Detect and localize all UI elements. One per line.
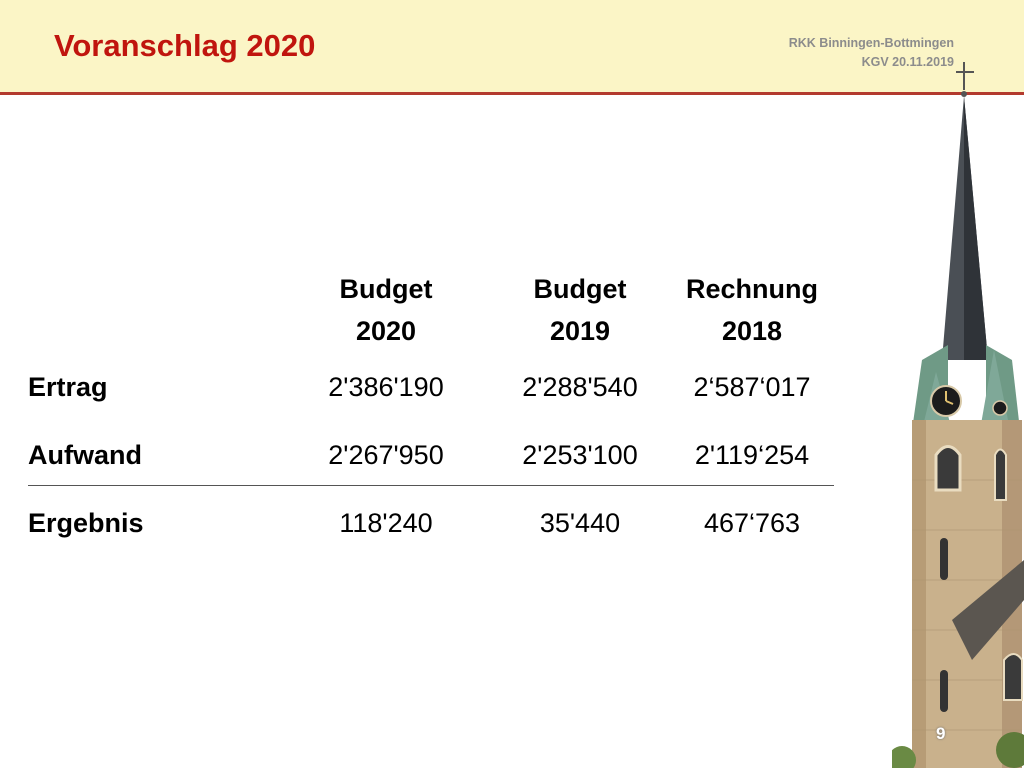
slide-number: 9 [936,724,946,743]
table-cell: 2‘587‘017 [693,372,811,402]
row-label: Aufwand [28,440,142,470]
column-header-budget-2020 [286,268,486,352]
table-row-ertrag [28,360,836,428]
column-header-line: Rechnung [686,274,818,304]
column-header-year: 2019 [549,316,611,346]
organization-name: RKK Binningen-Bottmingen [788,36,954,50]
column-header-year: 2020 [355,316,417,346]
slide-header [0,0,1024,95]
meeting-date: KGV 20.11.2019 [861,55,954,69]
table-divider [28,485,834,486]
row-label: Ertrag [28,372,108,402]
table-cell: 2'253'100 [522,440,638,470]
table-cell: 2'267'950 [328,440,444,470]
column-header-line: Budget [533,274,627,304]
table-cell: 2'119‘254 [694,440,810,470]
table-row-ergebnis [28,496,836,564]
table-cell: 467‘763 [703,508,801,538]
column-header-rechnung-2018 [652,268,852,352]
slide-title: Voranschlag 2020 [54,28,316,63]
budget-table [28,268,836,564]
table-cell: 2'386'190 [328,372,444,402]
church-tower-image [892,60,1024,768]
column-header-budget-2019 [480,268,680,352]
table-cell: 118'240 [339,508,433,538]
column-header-year: 2018 [721,316,783,346]
table-header-row [28,268,836,360]
row-label: Ergebnis [28,508,144,538]
table-cell: 35'440 [539,508,621,538]
column-header-line: Budget [339,274,433,304]
table-cell: 2'288'540 [522,372,638,402]
